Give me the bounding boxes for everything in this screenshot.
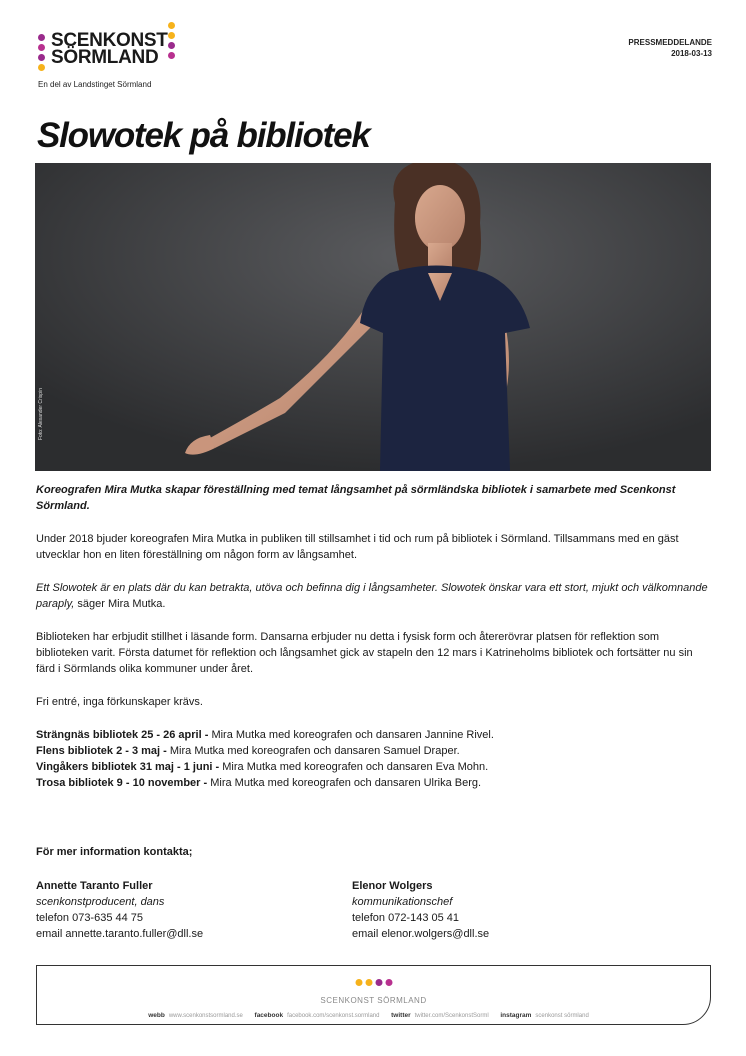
lead-paragraph: Koreografen Mira Mutka skapar föreställning med temat långsamhet på sörmländska bibliotek i samarbete med Scenkonst Sörmland. xyxy=(36,484,676,512)
paragraph-3: Biblioteken har erbjudit stillhet i läsande form. Dansarna erbjuder nu detta i fysisk form och återerövrar platsen för reflektion som biblioteken varit. Första datumet för reflektion och långsamhet gick av stapeln den 12 mars i Katrineholms bibliotek och fortsätter nu sin färd i Sörmlands olika kommuner under året. xyxy=(36,631,693,675)
logo xyxy=(38,22,188,82)
article-body xyxy=(36,482,712,791)
contact-person: Annette Taranto Fuller scenkonstproducent, dans telefon 073-635 44 75 email annette.taranto.fuller@dll.se xyxy=(36,880,204,940)
dancer-illustration xyxy=(35,163,711,471)
contact-person: Elenor Wolgers kommunikationschef telefon 072-143 05 41 email elenor.wolgers@dll.se xyxy=(352,880,490,940)
press-label xyxy=(628,37,712,59)
footer xyxy=(36,965,711,1025)
footer-links: webb www.scenkonstsormland.se facebook facebook.com/scenkonst.sormland twitter twitter.com/ScenkonstSorml instagram scenkonst sörmland xyxy=(148,1012,589,1019)
footer-link-twitter[interactable]: twitter.com/ScenkonstSorml xyxy=(414,1013,489,1019)
quote: Ett Slowotek är en plats där du kan betrakta, utöva och befinna dig i långsamheter. Slowotek önskar vara ett stort, mjukt och välkomnande paraply, xyxy=(36,582,708,610)
email-link[interactable]: email annette.taranto.fuller@dll.se xyxy=(36,928,204,940)
footer-link-instagram[interactable]: scenkonst sörmland xyxy=(535,1013,589,1019)
photo-credit: Foto: Alexander Crispin xyxy=(38,388,44,440)
footer-link-web[interactable]: www.scenkonstsormland.se xyxy=(168,1013,243,1019)
doc-type: PRESSMEDDELANDE xyxy=(628,38,712,47)
logo-subtitle: En del av Landstinget Sörmland xyxy=(38,80,152,89)
logo-wordmark: SCENKONST SÖRMLAND xyxy=(51,30,168,68)
footer-org-name: SCENKONST SÖRMLAND xyxy=(320,996,427,1005)
page-title: Slowotek på bibliotek xyxy=(37,116,370,155)
logo-dots-right xyxy=(168,22,176,62)
event-item: Trosa bibliotek 9 - 10 november - Mira Mutka med koreografen och dansaren Ulrika Berg. xyxy=(36,777,482,789)
event-item: Strängnäs bibliotek 25 - 26 april - Mira Mutka med koreografen och dansaren Jannine Rivel. xyxy=(36,729,494,741)
email-link[interactable]: email elenor.wolgers@dll.se xyxy=(352,928,490,940)
doc-date: 2018-03-13 xyxy=(671,49,712,58)
event-item: Vingåkers bibliotek 31 maj - 1 juni - Mira Mutka med koreografen och dansaren Eva Mohn. xyxy=(36,761,489,773)
event-item: Flens bibliotek 2 - 3 maj - Mira Mutka med koreografen och dansaren Samuel Draper. xyxy=(36,745,460,757)
footer-dots xyxy=(355,979,392,986)
paragraph-2 xyxy=(36,580,712,612)
footer-link-facebook[interactable]: facebook.com/scenkonst.sormland xyxy=(287,1013,380,1019)
paragraph-4: Fri entré, inga förkunskaper krävs. xyxy=(36,696,203,708)
paragraph-1: Under 2018 bjuder koreografen Mira Mutka in publiken till stillsamhet i tid och rum på bibliotek i Sörmland. Tillsammans med en gäst utvecklar hon en liten föreställning om någon form av långsamhet. xyxy=(36,533,679,561)
logo-dots-left xyxy=(38,34,46,74)
event-list xyxy=(36,727,712,791)
hero-photo xyxy=(35,163,711,471)
contact-heading: För mer information kontakta; xyxy=(36,846,193,858)
quote-attribution: säger Mira Mutka. xyxy=(74,598,166,610)
